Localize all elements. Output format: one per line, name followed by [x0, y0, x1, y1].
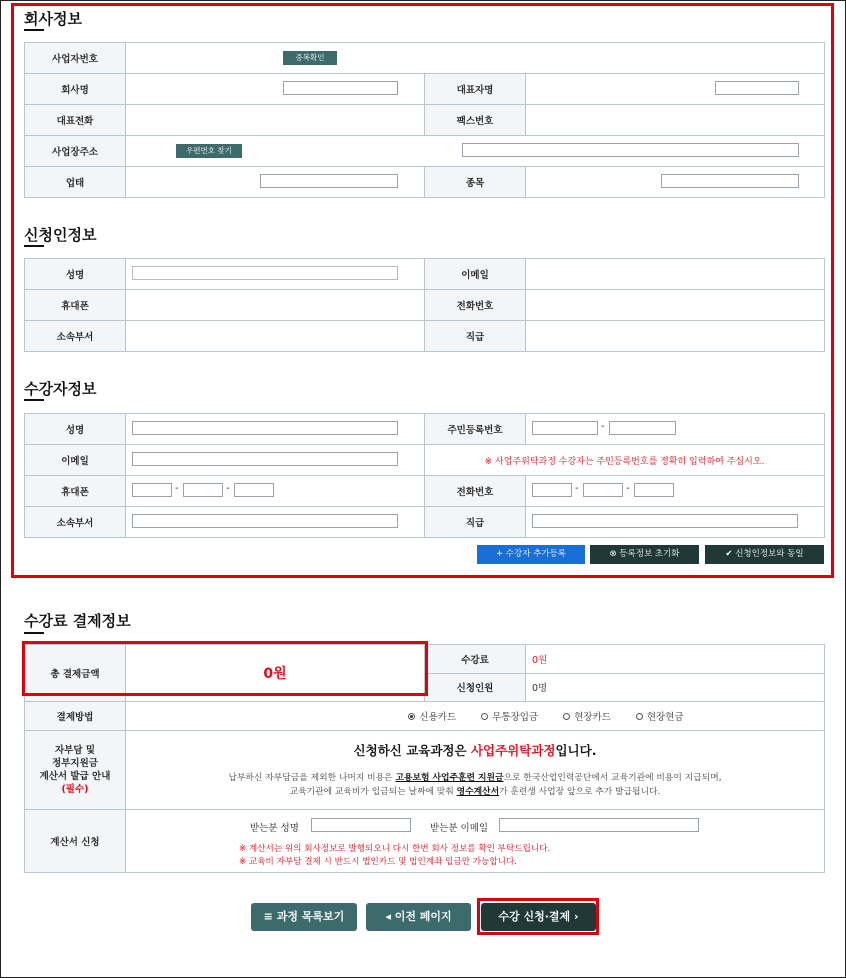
applicant-count-cell	[526, 673, 825, 702]
address-label: 사업장주소	[25, 136, 126, 167]
notice-course-type: 사업주위탁과정	[470, 743, 556, 758]
fax-label: 팩스번호	[425, 105, 526, 136]
company-section-title: 회사정보	[24, 10, 82, 28]
rrn-separator: -	[601, 421, 605, 432]
radio-selected-icon	[408, 713, 415, 720]
trainee-name-label: 성명	[25, 414, 126, 445]
receiver-name-label: 받는분 성명	[250, 823, 299, 834]
applicant-count-label: 신청인원	[425, 673, 526, 702]
payment-section-title: 수강료 결제정보	[24, 612, 131, 630]
item-label: 종목	[425, 167, 526, 198]
mobile-separator: -	[226, 483, 230, 494]
notice-body-line-2	[126, 785, 824, 799]
receiver-name-input[interactable]	[311, 818, 411, 832]
applicant-email-label: 이메일	[425, 259, 526, 290]
notice-head-text: 신청하신 교육과정은	[353, 743, 471, 758]
fee-cell	[526, 645, 825, 674]
submit-payment-button[interactable]: 수강 신청·결제 ›	[481, 903, 596, 931]
highlight-box	[477, 898, 599, 935]
radio-icon	[636, 713, 643, 720]
tel-separator: -	[626, 483, 630, 494]
notice-headline	[126, 741, 824, 759]
applicant-section-title: 신청인정보	[24, 226, 97, 244]
invoice-warning-1: ※ 계산서는 위의 회사정보로 발행되오니 다시 한번 회사 정보를 확인 부탁드립니다.	[239, 844, 551, 854]
method-bank-transfer[interactable]	[481, 709, 538, 723]
reset-registration-button[interactable]: ⊗ 등록정보 초기화	[590, 545, 699, 564]
notice-text: 가 훈련생 사업장 앞으로 추가 발급됩니다.	[499, 787, 661, 797]
method-onsite-card[interactable]	[563, 709, 611, 723]
payment-method-label: 결제방법	[25, 702, 126, 731]
radio-icon	[563, 713, 570, 720]
highlight-box	[22, 641, 428, 696]
bizno-check-button[interactable]: 중복확인	[283, 51, 337, 65]
notice-required-mark: (필수)	[61, 784, 89, 795]
ceo-label: 대표자명	[425, 74, 526, 105]
company-phone-label: 대표전화	[25, 105, 126, 136]
rrn-notice: ※ 사업주위탁과정 수강자는 주민등록번호를 정확히 입력하여 주십시오.	[484, 456, 765, 467]
method-label: 신용카드	[419, 712, 457, 723]
add-trainee-button[interactable]: + 수강자 추가등록	[477, 545, 585, 564]
fee-value: 0원	[532, 654, 548, 666]
notice-emphasis: 영수계산서	[456, 787, 500, 797]
method-label: 현장현금	[646, 712, 684, 723]
notice-label-cell	[25, 731, 126, 810]
total-amount-value: 0원	[263, 666, 287, 682]
method-label: 현장카드	[574, 712, 611, 723]
notice-emphasis: 고용보험 사업주훈련 지원금	[395, 773, 504, 783]
fee-label: 수강료	[425, 645, 526, 674]
invoice-label: 계산서 신청	[25, 810, 126, 873]
applicant-dept-label: 소속부서	[25, 321, 126, 352]
notice-head-text: 입니다.	[555, 743, 597, 758]
previous-page-button[interactable]: ◂ 이전 페이지	[366, 903, 471, 931]
notice-label-line: 계산서 발급 안내	[39, 771, 111, 782]
notice-content-cell	[126, 731, 825, 810]
applicant-rank-label: 직급	[425, 321, 526, 352]
notice-text: 으로 한국산업인력공단에서 교육기관에 비용이 지급되며,	[503, 773, 722, 783]
receiver-email-input[interactable]	[499, 818, 699, 832]
industry-label: 업태	[25, 167, 126, 198]
trainee-rrn-label: 주민등록번호	[425, 414, 526, 445]
section-underline	[24, 632, 44, 634]
applicant-mobile-label: 휴대폰	[25, 290, 126, 321]
trainee-section-title: 수강자정보	[24, 380, 97, 398]
highlight-box	[11, 3, 834, 578]
trainee-tel-label: 전화번호	[425, 476, 526, 507]
notice-label-line: 자부담 및	[54, 745, 95, 756]
trainee-email-label: 이메일	[25, 445, 126, 476]
company-name-label: 회사명	[25, 74, 126, 105]
same-as-applicant-button[interactable]: ✔ 신청인정보와 동일	[705, 545, 824, 564]
trainee-rank-label: 직급	[425, 507, 526, 538]
zipcode-search-button[interactable]: 우편번호 찾기	[176, 144, 242, 158]
radio-icon	[481, 713, 488, 720]
tel-separator: -	[575, 483, 579, 494]
method-credit-card[interactable]	[408, 709, 456, 723]
method-label: 무통장입금	[492, 712, 539, 723]
payment-method-cell	[126, 702, 825, 731]
course-list-button[interactable]: ≡ 과정 목록보기	[251, 903, 357, 931]
mobile-separator: -	[175, 483, 179, 494]
method-onsite-cash[interactable]	[636, 709, 684, 723]
applicant-count-value: 0명	[532, 683, 548, 695]
invoice-warning-2: ※ 교육비 자부담 결제 시 반드시 법인카드 및 법인계좌 입금만 가능합니다.	[239, 857, 517, 867]
invoice-cell	[126, 810, 825, 873]
notice-body-line-1	[126, 771, 824, 785]
trainee-dept-label: 소속부서	[25, 507, 126, 538]
notice-label-line: 정부지원금	[52, 758, 98, 769]
bizno-label: 사업자번호	[25, 43, 126, 74]
applicant-tel-label: 전화번호	[425, 290, 526, 321]
notice-text: 납부하신 자부담금을 제외한 나머지 비용은	[228, 773, 396, 783]
notice-text: 교육기관에 교육비가 입금되는 날짜에 맞춰	[289, 787, 457, 797]
total-amount-label: 총 결제금액	[25, 645, 126, 702]
receiver-email-label: 받는분 이메일	[430, 823, 489, 834]
trainee-mobile-label: 휴대폰	[25, 476, 126, 507]
applicant-name-label: 성명	[25, 259, 126, 290]
